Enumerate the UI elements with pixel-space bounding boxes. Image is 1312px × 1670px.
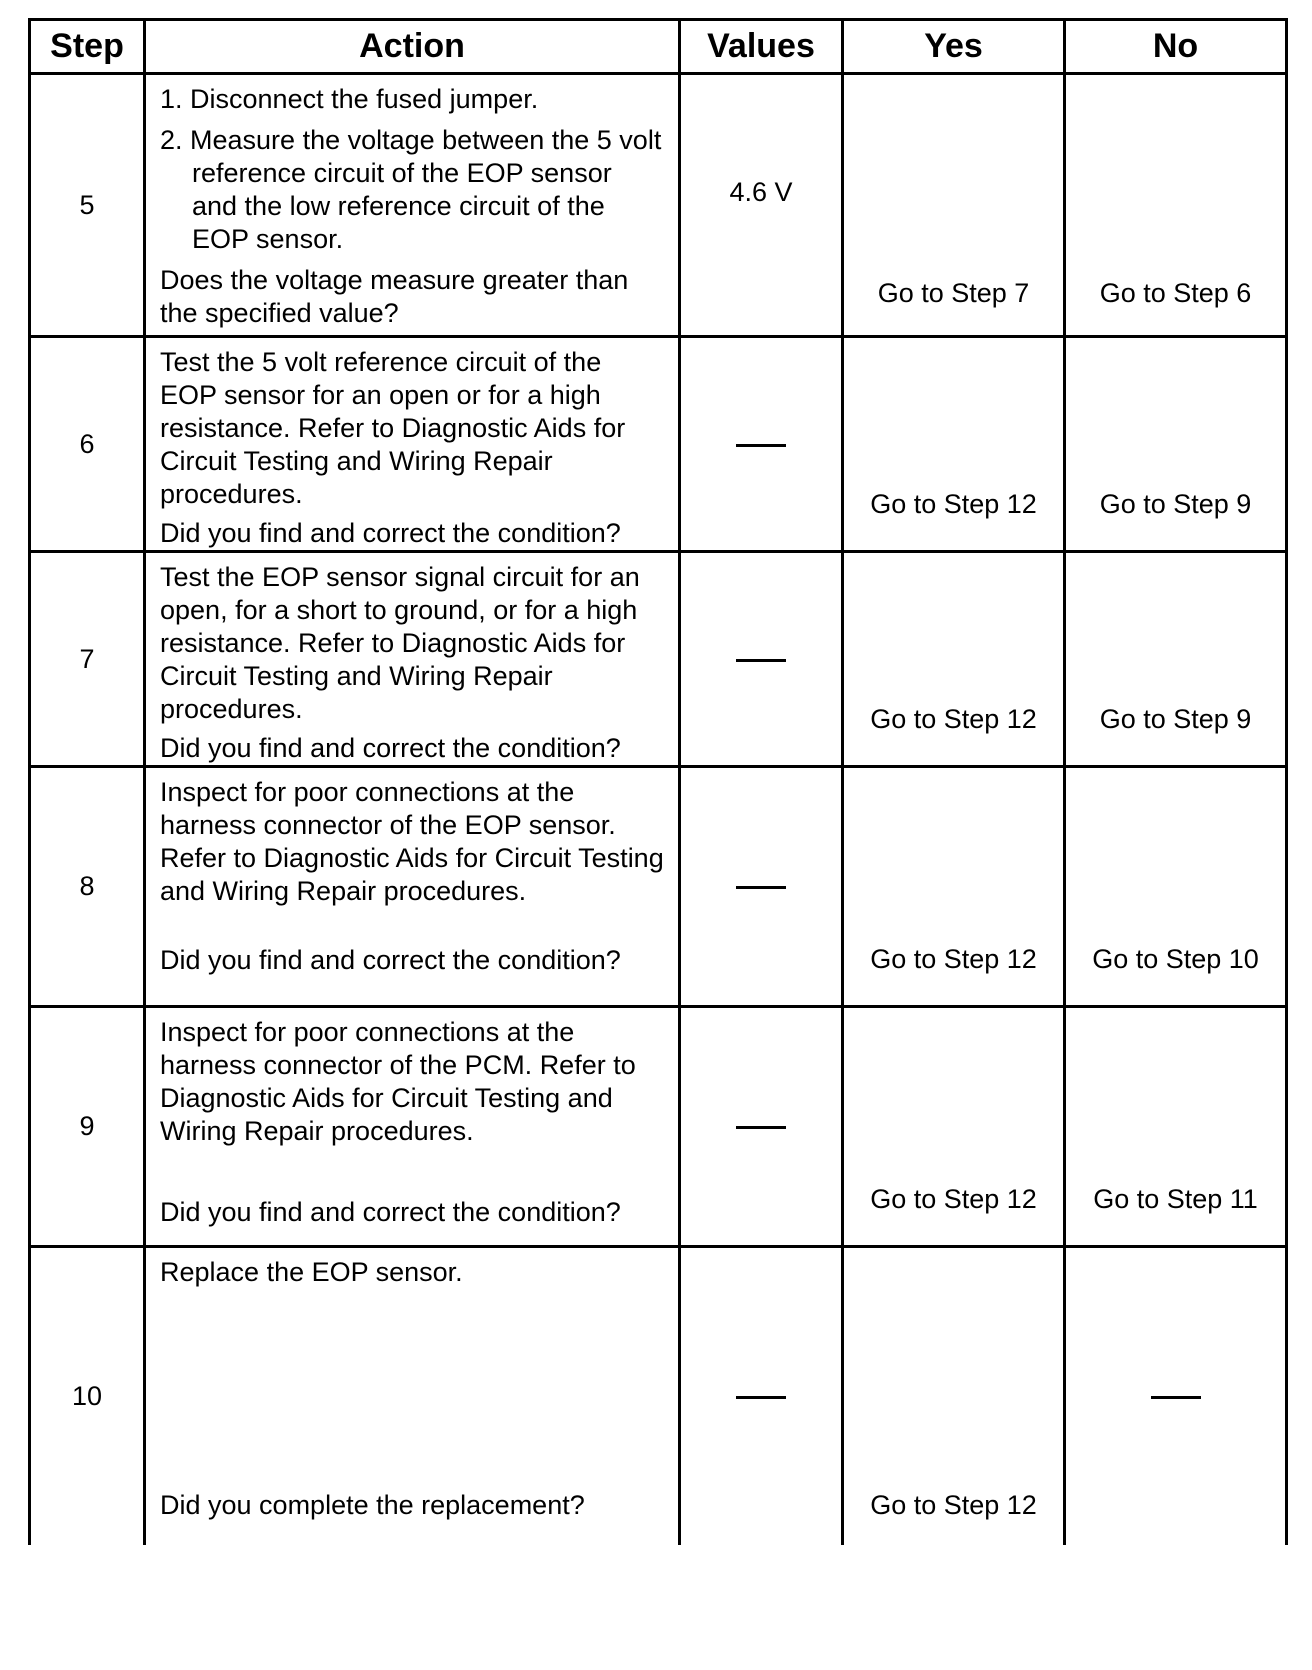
yes-cell — [843, 1247, 1065, 1545]
action-cell — [145, 337, 680, 552]
empty-value-dash — [736, 444, 786, 447]
yes-outcome: Go to Step 12 — [870, 1489, 1037, 1520]
no-outcome: Go to Step 10 — [1092, 944, 1259, 974]
empty-value-dash — [736, 1126, 786, 1129]
step-number: 7 — [30, 552, 145, 767]
yes-cell — [843, 337, 1065, 552]
step-number: 6 — [30, 337, 145, 552]
yes-outcome: Go to Step 12 — [870, 944, 1037, 974]
table-row — [30, 1007, 1287, 1247]
values-cell — [680, 337, 843, 552]
yes-outcome: Go to Step 12 — [870, 489, 1037, 519]
no-outcome: Go to Step 9 — [1099, 489, 1252, 519]
empty-value-dash — [736, 886, 786, 889]
action-question: Did you find and correct the condition? — [160, 518, 621, 548]
action-text: Inspect for poor connections at the harness connector of the EOP sensor. Refer to Diagnostic Aids for Circuit Testing and Wiring Repair procedures. — [160, 777, 664, 906]
action-question: Did you complete the replacement? — [160, 1490, 585, 1520]
no-outcome: Go to Step 6 — [1099, 278, 1252, 308]
yes-outcome: Go to Step 12 — [870, 704, 1037, 734]
no-cell — [1065, 74, 1287, 337]
values-cell — [680, 552, 843, 767]
no-cell — [1065, 1007, 1287, 1247]
no-cell — [1065, 1247, 1287, 1545]
empty-value-dash — [736, 659, 786, 662]
table-row — [30, 767, 1287, 1007]
yes-cell — [843, 767, 1065, 1007]
action-question: Did you find and correct the condition? — [160, 945, 621, 975]
action-text: Test the 5 volt reference circuit of the EOP sensor for an open or for a high resistance. Refer to Diagnostic Aids for Circuit Testing and Wiring Repair procedures. — [160, 347, 626, 509]
values-cell — [680, 1007, 843, 1247]
action-cell — [145, 552, 680, 767]
no-cell — [1065, 767, 1287, 1007]
header-step: Step — [30, 20, 145, 74]
step-number: 5 — [30, 74, 145, 337]
step-number: 8 — [30, 767, 145, 1007]
header-action: Action — [145, 20, 680, 74]
action-cell — [145, 74, 680, 337]
empty-value-dash — [1151, 1396, 1201, 1399]
action-item: 2. Measure the voltage between the 5 volt reference circuit of the EOP sensor and the low reference circuit of the EOP sensor. — [160, 125, 662, 254]
action-question: Does the voltage measure greater than the specified value? — [160, 265, 629, 328]
yes-cell — [843, 1007, 1065, 1247]
values-cell — [680, 1247, 843, 1545]
header-row — [30, 20, 1287, 74]
action-text: Replace the EOP sensor. — [160, 1257, 463, 1287]
values-cell: 4.6 V — [680, 74, 843, 337]
no-cell — [1065, 552, 1287, 767]
table-row — [30, 1247, 1287, 1545]
action-cell — [145, 1007, 680, 1247]
action-cell — [145, 1247, 680, 1545]
yes-outcome: Go to Step 12 — [870, 1184, 1037, 1214]
empty-value-dash — [736, 1396, 786, 1399]
yes-cell — [843, 552, 1065, 767]
table-row — [30, 337, 1287, 552]
step-number: 10 — [30, 1247, 145, 1545]
header-yes: Yes — [843, 20, 1065, 74]
no-cell — [1065, 337, 1287, 552]
table-row — [30, 74, 1287, 337]
yes-outcome: Go to Step 7 — [877, 278, 1030, 308]
action-item: 1. Disconnect the fused jumper. — [160, 84, 539, 114]
no-outcome: Go to Step 11 — [1093, 1184, 1258, 1214]
values-cell — [680, 767, 843, 1007]
action-question: Did you find and correct the condition? — [160, 733, 621, 763]
header-no: No — [1065, 20, 1287, 74]
diagnostic-table — [28, 18, 1288, 1545]
action-cell — [145, 767, 680, 1007]
table-row — [30, 552, 1287, 767]
yes-cell — [843, 74, 1065, 337]
action-text: Inspect for poor connections at the harness connector of the PCM. Refer to Diagnostic Aids for Circuit Testing and Wiring Repair procedures. — [160, 1017, 636, 1146]
no-outcome: Go to Step 9 — [1099, 704, 1252, 734]
step-number: 9 — [30, 1007, 145, 1247]
action-question: Did you find and correct the condition? — [160, 1197, 621, 1227]
header-values: Values — [680, 20, 843, 74]
action-text: Test the EOP sensor signal circuit for an open, for a short to ground, or for a high resistance. Refer to Diagnostic Aids for Circuit Testing and Wiring Repair procedures. — [160, 562, 640, 724]
